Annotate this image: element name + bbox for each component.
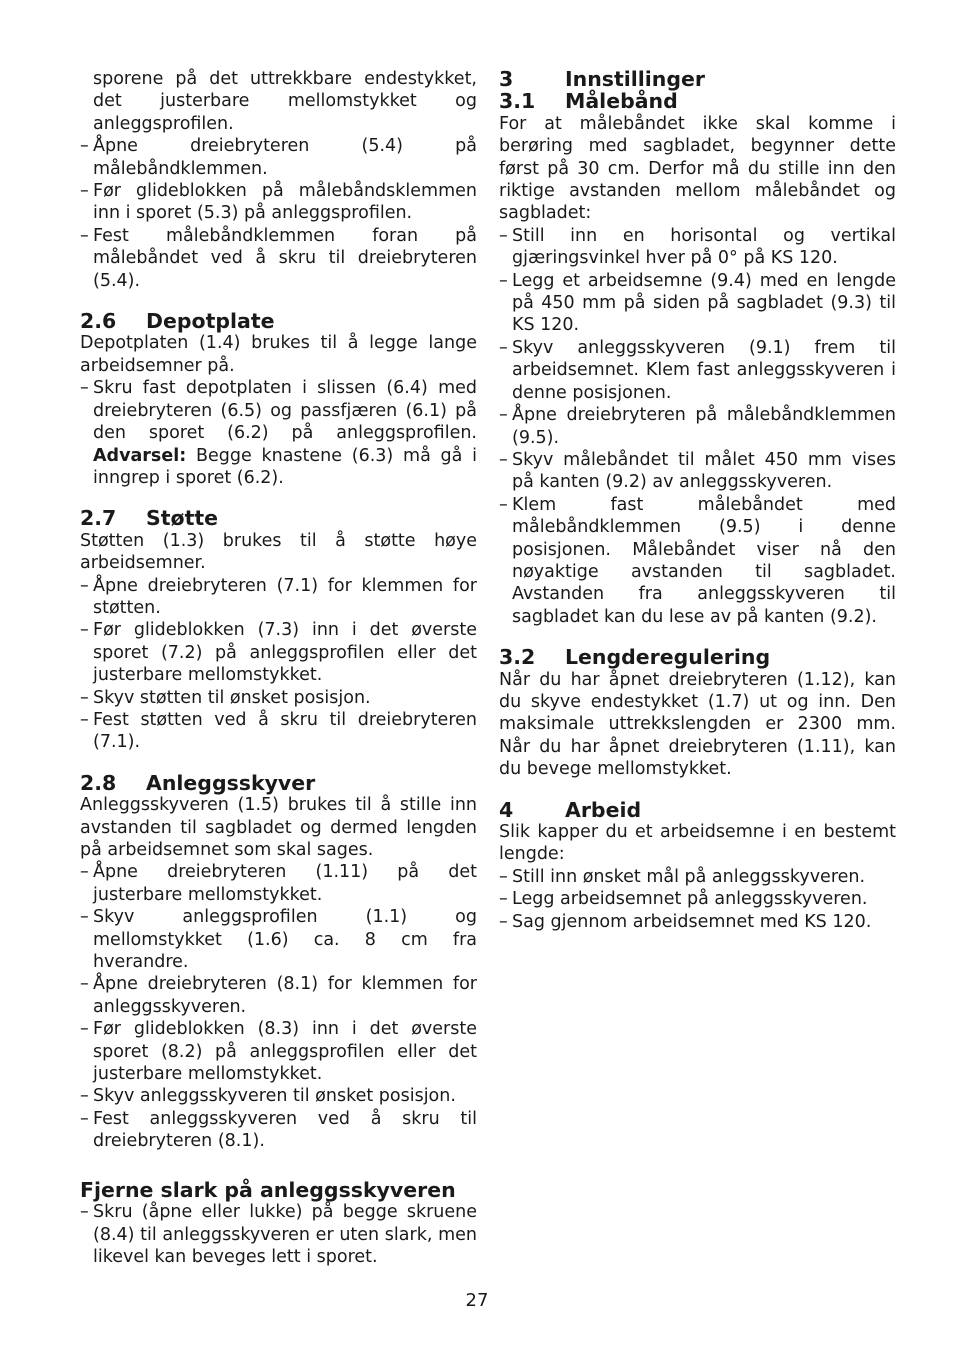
section-number: 4 — [499, 797, 514, 822]
intro-list — [80, 135, 477, 292]
subsection-heading-slark: Fjerne slark på anleggsskyveren — [80, 1177, 456, 1202]
section-heading-2-8 — [80, 772, 477, 794]
list-item: – Fest målebåndklemmen foran på målebåndet ved å skru til dreiebryteren (5.4). — [80, 225, 477, 292]
list-item: – Åpne dreiebryteren på målebåndklemmen (9.5). — [499, 404, 896, 449]
section-title: Anleggsskyver — [146, 770, 316, 795]
section-list — [499, 866, 896, 933]
section-title: Målebånd — [565, 89, 678, 114]
section-list — [80, 575, 477, 754]
section-intro: Depotplaten (1.4) brukes til å legge lange arbeidsemner på. — [80, 333, 477, 376]
section-intro: For at målebåndet ikke skal komme i berøring med sagbladet, begynner dette først på 30 cm. Derfor må du stille inn den riktige avstanden mellom målebåndet og sagbladet: — [499, 113, 896, 224]
list-item: – Skyv anleggsskyveren (9.1) frem til arbeidsemnet. Klem fast anleggsskyveren i denne posisjonen. — [499, 337, 896, 404]
section-number: 3 — [499, 67, 514, 91]
section-list — [80, 861, 477, 1152]
section-title: Innstillinger — [565, 67, 705, 91]
section-intro: Slik kapper du et arbeidsemne i en bestemt lengde: — [499, 822, 896, 865]
list-item: – Før glideblokken (7.3) inn i det øverste sporet (7.2) på anleggsprofilen eller det justerbare mellomstykket. — [80, 619, 477, 686]
list-item: – Still inn ønsket mål på anleggsskyveren. — [499, 866, 896, 888]
section-title: Arbeid — [565, 797, 642, 822]
section-list — [80, 1201, 477, 1268]
warning-text: Begge knastene (6.3) må gå i inngrep i sporet (6.2). — [93, 445, 477, 488]
section-title: Lengderegulering — [565, 645, 771, 670]
list-item: – Skru (åpne eller lukke) på begge skruene (8.4) til anleggsskyveren er uten slark, men likevel kan beveges lett i sporet. — [80, 1201, 477, 1268]
section-number: 2.6 — [80, 309, 117, 334]
list-item: sporene på det uttrekkbare endestykket, det justerbare mellomstykket og anleggsprofilen. — [93, 69, 477, 134]
section-title: Depotplate — [146, 309, 275, 334]
list-item: – Legg et arbeidsemne (9.4) med en lengde på 450 mm på siden på sagbladet (9.3) til KS 120. — [499, 270, 896, 337]
section-number: 3.1 — [499, 89, 536, 114]
section-text: Når du har åpnet dreiebryteren (1.12), kan du skyve endestykket (1.7) ut og inn. Den maksimale uttrekkslengden er 2300 mm. Når du har åpnet dreiebryteren (1.11), kan du bevege mellomstykket. — [499, 669, 896, 780]
list-item — [80, 377, 477, 489]
list-item: – Klem fast målebåndet med målebåndklemmen (9.5) i denne posisjonen. Målebåndet viser nå den nøyaktige avstanden til sagbladet. Avstanden fra anleggsskyveren til sagbladet kan du lese av på kanten (9.2). — [499, 494, 896, 628]
section-title: Støtte — [146, 506, 219, 531]
section-number: 2.7 — [80, 506, 117, 531]
section-heading-3-2 — [499, 646, 896, 668]
warning-label: Advarsel: — [93, 445, 187, 466]
list-item: – Skyv målebåndet til målet 450 mm vises på kanten (9.2) av anleggsskyveren. — [499, 449, 896, 494]
list-item: – Skyv anleggsskyveren til ønsket posisjon. — [80, 1085, 477, 1107]
page-number: 27 — [465, 1290, 489, 1311]
list-item: – Legg arbeidsemnet på anleggsskyveren. — [499, 888, 896, 910]
intro-continuation — [80, 68, 477, 135]
left-column — [80, 68, 477, 1268]
list-item: – Åpne dreiebryteren (8.1) for klemmen for anleggsskyveren. — [80, 973, 477, 1018]
list-item: – Før glideblokken på målebåndsklemmen inn i sporet (5.3) på anleggsprofilen. — [80, 180, 477, 225]
list-item: – Skyv anleggsprofilen (1.1) og mellomstykket (1.6) ca. 8 cm fra hverandre. — [80, 906, 477, 973]
list-item: – Åpne dreiebryteren (7.1) for klemmen for støtten. — [80, 575, 477, 620]
section-heading-3-1 — [499, 90, 896, 112]
section-list — [499, 225, 896, 628]
section-intro: Støtten (1.3) brukes til å støtte høye arbeidsemner. — [80, 530, 477, 574]
section-number: 2.8 — [80, 770, 117, 795]
section-number: 3.2 — [499, 645, 536, 670]
section-heading-4 — [499, 799, 896, 821]
list-item: – Før glideblokken (8.3) inn i det øverste sporet (8.2) på anleggsprofilen eller det justerbare mellomstykket. — [80, 1018, 477, 1085]
list-item-text: Skru fast depotplaten i slissen (6.4) med dreiebryteren (6.5) og passfjæren (6.1) på den sporet (6.2) på anleggsprofilen. — [93, 378, 477, 444]
list-item: – Åpne dreiebryteren (5.4) på målebåndklemmen. — [80, 135, 477, 180]
section-heading-3 — [499, 68, 896, 90]
list-item: – Skyv støtten til ønsket posisjon. — [80, 687, 477, 709]
section-heading-2-6 — [80, 310, 477, 332]
list-item: – Still inn en horisontal og vertikal gjæringsvinkel hver på 0° på KS 120. — [499, 225, 896, 270]
list-item: – Åpne dreiebryteren (1.11) på det justerbare mellomstykket. — [80, 861, 477, 906]
list-item: – Sag gjennom arbeidsemnet med KS 120. — [499, 911, 896, 933]
right-column — [499, 68, 896, 933]
section-heading-2-7 — [80, 507, 477, 529]
section-list — [80, 377, 477, 489]
list-item: – Fest anleggsskyveren ved å skru til dreiebryteren (8.1). — [80, 1108, 477, 1153]
section-intro: Anleggsskyveren (1.5) brukes til å stille inn avstanden til sagbladet og dermed lengden på arbeidsemnet som skal sages. — [80, 795, 477, 860]
list-item: – Fest støtten ved å skru til dreiebryteren (7.1). — [80, 709, 477, 754]
